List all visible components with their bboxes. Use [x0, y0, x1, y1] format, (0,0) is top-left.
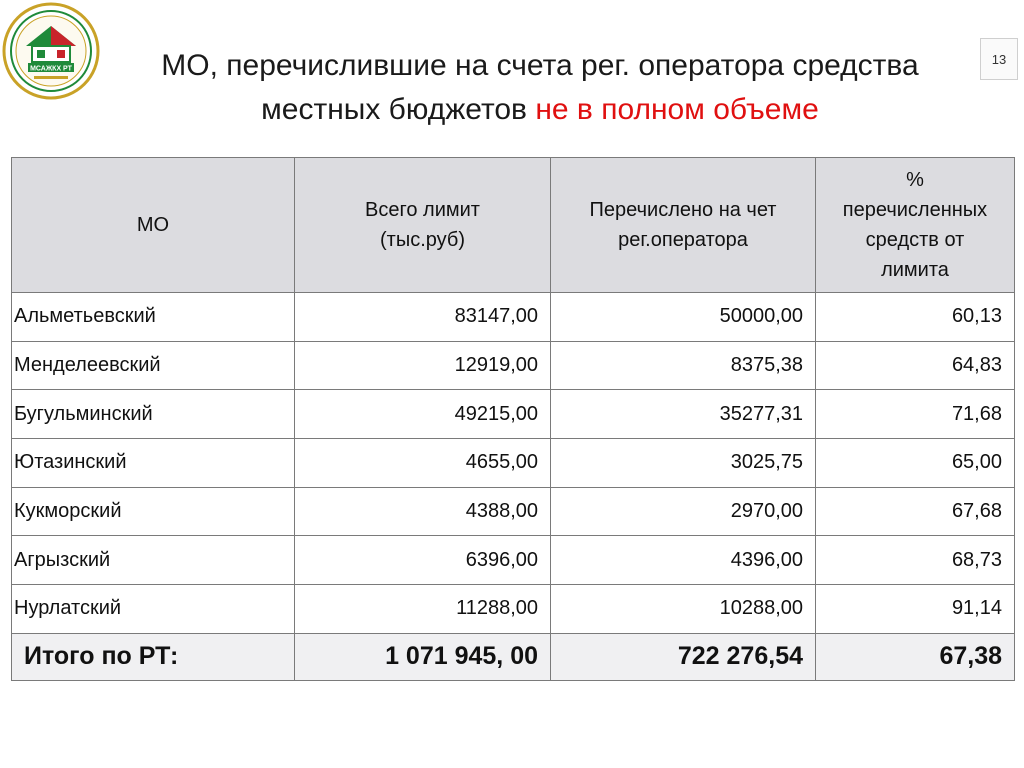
cell-limit: 6396,00 [295, 536, 551, 585]
table-header-row [12, 158, 1015, 293]
cell-transferred: 3025,75 [551, 439, 816, 488]
cell-name: Бугульминский [12, 390, 295, 439]
cell-name: Кукморский [12, 487, 295, 536]
data-table [11, 157, 1015, 681]
title-line-2 [110, 88, 970, 132]
cell-transferred: 50000,00 [551, 293, 816, 342]
cell-transferred: 10288,00 [551, 585, 816, 634]
table-row [12, 390, 1015, 439]
cell-transferred: 8375,38 [551, 341, 816, 390]
table-row [12, 536, 1015, 585]
cell-percent: 67,68 [816, 487, 1015, 536]
header-limit: Всего лимит (тыс.руб) [295, 158, 551, 293]
cell-name: Агрызский [12, 536, 295, 585]
page-title [110, 44, 970, 132]
cell-name: Нурлатский [12, 585, 295, 634]
cell-percent: 71,68 [816, 390, 1015, 439]
cell-percent: 91,14 [816, 585, 1015, 634]
cell-transferred: 35277,31 [551, 390, 816, 439]
cell-percent: 65,00 [816, 439, 1015, 488]
total-row [12, 633, 1015, 680]
title-line-2-normal: местных бюджетов [261, 93, 536, 126]
cell-limit: 12919,00 [295, 341, 551, 390]
header-transferred: Перечислено на чет рег.оператора [551, 158, 816, 293]
cell-limit: 4388,00 [295, 487, 551, 536]
cell-transferred: 2970,00 [551, 487, 816, 536]
page-number: 13 [980, 38, 1018, 80]
cell-percent: 64,83 [816, 341, 1015, 390]
cell-limit: 11288,00 [295, 585, 551, 634]
header-percent: % перечисленных средств от лимита [816, 158, 1015, 293]
cell-limit: 4655,00 [295, 439, 551, 488]
cell-transferred: 4396,00 [551, 536, 816, 585]
cell-limit: 83147,00 [295, 293, 551, 342]
table-row [12, 487, 1015, 536]
house-emblem-icon [2, 2, 100, 100]
cell-percent: 60,13 [816, 293, 1015, 342]
total-label: Итого по РТ: [12, 633, 295, 680]
table-row [12, 341, 1015, 390]
cell-name: Менделеевский [12, 341, 295, 390]
table-row [12, 293, 1015, 342]
title-line-2-accent: не в полном объеме [535, 93, 819, 126]
table-row [12, 585, 1015, 634]
cell-limit: 49215,00 [295, 390, 551, 439]
table-row [12, 439, 1015, 488]
organization-logo [2, 2, 100, 100]
cell-name: Ютазинский [12, 439, 295, 488]
total-transferred: 722 276,54 [551, 633, 816, 680]
cell-name: Альметьевский [12, 293, 295, 342]
total-percent: 67,38 [816, 633, 1015, 680]
header-mo: МО [12, 158, 295, 293]
title-line-1: МО, перечислившие на счета рег. оператора средства [161, 49, 919, 82]
logo-text: МСАЖКХ РТ [30, 65, 72, 73]
total-limit: 1 071 945, 00 [295, 633, 551, 680]
cell-percent: 68,73 [816, 536, 1015, 585]
